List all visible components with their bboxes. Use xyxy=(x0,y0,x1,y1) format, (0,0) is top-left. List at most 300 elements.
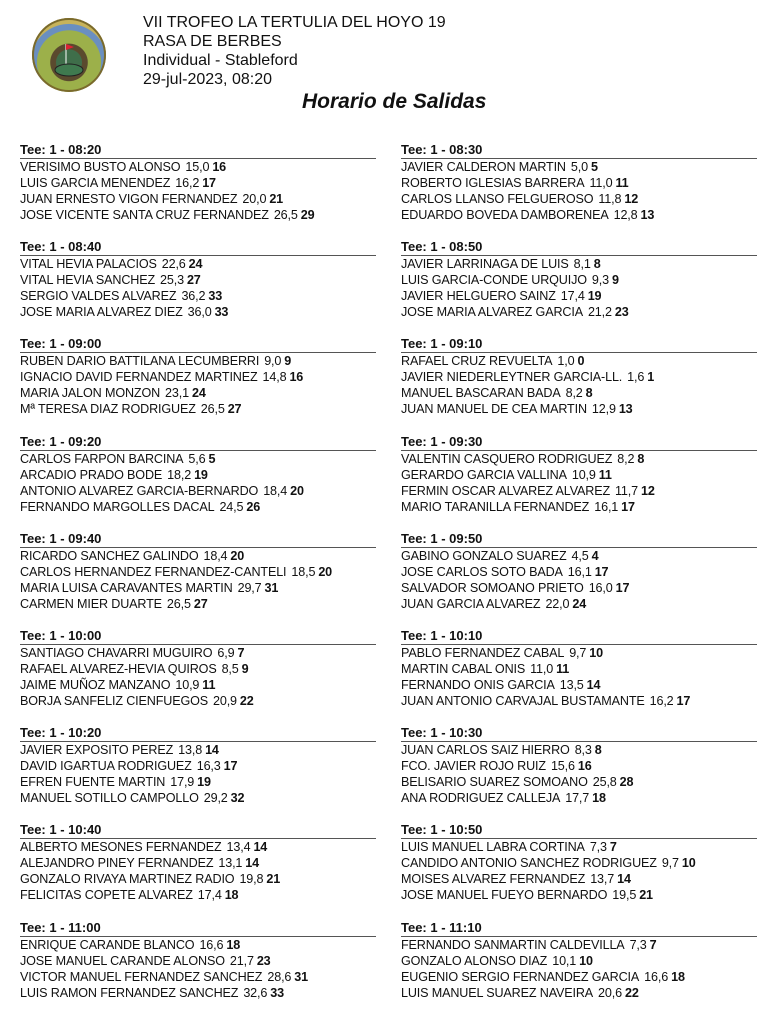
player-name: ROBERTO IGLESIAS BARRERA xyxy=(401,176,585,190)
playing-handicap: 8 xyxy=(637,451,645,466)
player-row xyxy=(20,288,376,304)
handicap-index: 10,9 xyxy=(175,677,200,692)
player-name: MARTIN CABAL ONIS xyxy=(401,661,526,676)
tee-group xyxy=(20,725,376,822)
playing-handicap: 5 xyxy=(208,451,216,466)
player-row xyxy=(20,758,376,774)
handicap-index: 9,7 xyxy=(569,645,587,660)
handicap-index: 20,0 xyxy=(242,192,267,206)
handicap-index: 13,5 xyxy=(559,677,584,692)
playing-handicap: 29 xyxy=(300,208,315,222)
player-name: MANUEL BASCARAN BADA xyxy=(401,386,561,401)
player-name: ENRIQUE CARANDE BLANCO xyxy=(20,937,195,952)
tee-group xyxy=(401,531,757,628)
player-name: JOSE MANUEL CARANDE ALONSO xyxy=(20,953,225,968)
handicap-index: 11,0 xyxy=(589,176,613,190)
playing-handicap: 0 xyxy=(577,354,585,369)
playing-handicap: 7 xyxy=(237,645,245,660)
handicap-index: 7,3 xyxy=(629,937,647,952)
player-row xyxy=(401,887,757,903)
playing-handicap: 16 xyxy=(289,370,304,385)
playing-handicap: 28 xyxy=(619,775,634,790)
playing-handicap: 33 xyxy=(214,305,229,320)
playing-handicap: 7 xyxy=(649,937,657,952)
tee-time-header: Tee: 1 - 09:20 xyxy=(20,434,376,451)
event-date: 29-jul-2023, 08:20 xyxy=(143,71,272,88)
tee-time-header: Tee: 1 - 10:40 xyxy=(20,822,376,839)
player-row xyxy=(20,855,376,871)
playing-handicap: 23 xyxy=(614,305,629,320)
player-row xyxy=(20,401,376,417)
handicap-index: 22,6 xyxy=(161,257,186,272)
player-name: CARMEN MIER DUARTE xyxy=(20,596,162,611)
tee-group xyxy=(20,336,376,433)
player-name: ALBERTO MESONES FERNANDEZ xyxy=(20,840,222,855)
player-row xyxy=(401,969,757,985)
playing-handicap: 24 xyxy=(572,596,587,611)
player-row xyxy=(401,385,757,401)
player-name: JUAN ERNESTO VIGON FERNANDEZ xyxy=(20,192,238,206)
handicap-index: 16,1 xyxy=(567,564,592,579)
player-row xyxy=(401,645,757,661)
handicap-index: 8,2 xyxy=(565,386,583,401)
player-name: ANTONIO ALVAREZ GARCIA-BERNARDO xyxy=(20,483,259,498)
playing-handicap: 7 xyxy=(609,840,617,855)
tee-time-header: Tee: 1 - 08:50 xyxy=(401,239,757,256)
playing-handicap: 10 xyxy=(579,953,593,968)
player-name: CARLOS LLANSO FELGUEROSO xyxy=(401,192,594,206)
handicap-index: 20,6 xyxy=(598,985,622,1000)
playing-handicap: 16 xyxy=(212,160,227,174)
handicap-index: 16,0 xyxy=(588,580,613,595)
player-name: LUIS GARCIA-CONDE URQUIJO xyxy=(401,273,587,288)
player-name: FELICITAS COPETE ALVAREZ xyxy=(20,888,193,903)
playing-handicap: 13 xyxy=(618,402,633,417)
player-row xyxy=(401,499,757,515)
handicap-index: 20,9 xyxy=(213,693,237,708)
player-row xyxy=(20,272,376,288)
handicap-index: 13,1 xyxy=(218,856,243,871)
playing-handicap: 11 xyxy=(202,677,216,692)
handicap-index: 15,0 xyxy=(185,160,210,174)
player-row xyxy=(401,401,757,417)
player-row xyxy=(401,548,757,564)
handicap-index: 8,1 xyxy=(573,257,591,272)
handicap-index: 17,9 xyxy=(170,775,195,790)
tee-time-header: Tee: 1 - 09:10 xyxy=(401,336,757,353)
playing-handicap: 22 xyxy=(624,985,639,1000)
tee-group xyxy=(20,531,376,628)
player-name: SALVADOR SOMOANO PRIETO xyxy=(401,580,584,595)
tee-time-header: Tee: 1 - 09:00 xyxy=(20,336,376,353)
handicap-index: 10,1 xyxy=(552,953,577,968)
player-row xyxy=(401,159,757,175)
playing-handicap: 18 xyxy=(224,888,239,903)
handicap-index: 9,3 xyxy=(591,273,609,288)
handicap-index: 26,5 xyxy=(273,208,298,222)
player-name: LUIS GARCIA MENENDEZ xyxy=(20,176,171,190)
tee-time-header: Tee: 1 - 08:30 xyxy=(401,142,757,159)
tee-group xyxy=(401,628,757,725)
player-row xyxy=(20,742,376,758)
handicap-index: 7,3 xyxy=(589,840,607,855)
event-name: VII TROFEO LA TERTULIA DEL HOYO 19 xyxy=(143,14,446,31)
playing-handicap: 20 xyxy=(230,548,245,563)
tee-time-header: Tee: 1 - 09:40 xyxy=(20,531,376,548)
tee-time-header: Tee: 1 - 08:40 xyxy=(20,239,376,256)
player-row xyxy=(20,969,376,985)
tee-group xyxy=(401,434,757,531)
player-name: Mª TERESA DIAZ RODRIGUEZ xyxy=(20,402,196,417)
tee-time-header: Tee: 1 - 10:50 xyxy=(401,822,757,839)
handicap-index: 14,8 xyxy=(262,370,287,385)
handicap-index: 13,4 xyxy=(226,840,251,855)
tee-group xyxy=(20,920,376,1017)
player-row xyxy=(401,580,757,596)
handicap-index: 12,8 xyxy=(613,208,638,222)
playing-handicap: 14 xyxy=(205,743,219,758)
player-row xyxy=(20,580,376,596)
golf-flag-icon xyxy=(32,18,106,92)
playing-handicap: 18 xyxy=(592,791,606,806)
player-row xyxy=(401,353,757,369)
playing-handicap: 16 xyxy=(577,759,592,774)
tee-time-header: Tee: 1 - 10:20 xyxy=(20,725,376,742)
player-name: LUIS MANUEL SUAREZ NAVEIRA xyxy=(401,985,594,1000)
player-name: JAVIER HELGUERO SAINZ xyxy=(401,289,556,304)
player-row xyxy=(401,272,757,288)
player-name: GONZALO ALONSO DIAZ xyxy=(401,953,548,968)
handicap-index: 5,6 xyxy=(188,451,206,466)
player-name: VALENTIN CASQUERO RODRIGUEZ xyxy=(401,451,613,466)
handicap-index: 18,2 xyxy=(167,467,192,482)
handicap-index: 19,8 xyxy=(239,872,264,887)
player-row xyxy=(20,790,376,806)
playing-handicap: 10 xyxy=(589,645,603,660)
handicap-index: 26,5 xyxy=(200,402,225,417)
player-row xyxy=(401,937,757,953)
player-name: GABINO GONZALO SUAREZ xyxy=(401,548,567,563)
playing-handicap: 17 xyxy=(615,580,630,595)
handicap-index: 11,7 xyxy=(615,483,638,498)
handicap-index: 13,7 xyxy=(590,872,615,887)
handicap-index: 25,3 xyxy=(160,273,184,288)
playing-handicap: 17 xyxy=(621,499,635,514)
course-name: RASA DE BERBES xyxy=(143,33,282,50)
tee-time-header: Tee: 1 - 09:50 xyxy=(401,531,757,548)
player-name: CANDIDO ANTONIO SANCHEZ RODRIGUEZ xyxy=(401,856,657,871)
player-name: VITAL HEVIA PALACIOS xyxy=(20,257,157,272)
player-name: EUGENIO SERGIO FERNANDEZ GARCIA xyxy=(401,969,640,984)
player-name: JOSE MARIA ALVAREZ GARCIA xyxy=(401,305,583,320)
handicap-index: 32,6 xyxy=(243,985,268,1000)
player-row xyxy=(401,871,757,887)
handicap-index: 36,2 xyxy=(181,289,206,304)
player-row xyxy=(20,175,376,191)
playing-handicap: 11 xyxy=(598,467,612,482)
player-row xyxy=(401,304,757,320)
player-name: SERGIO VALDES ALVAREZ xyxy=(20,289,177,304)
playing-handicap: 8 xyxy=(585,386,593,401)
handicap-index: 16,2 xyxy=(649,693,674,708)
playing-handicap: 4 xyxy=(591,548,599,563)
player-row xyxy=(401,855,757,871)
player-row xyxy=(20,483,376,499)
player-row xyxy=(20,937,376,953)
tee-time-header: Tee: 1 - 10:00 xyxy=(20,628,376,645)
tee-time-header: Tee: 1 - 10:10 xyxy=(401,628,757,645)
tee-group xyxy=(20,434,376,531)
handicap-index: 28,6 xyxy=(267,969,292,984)
player-name: JAIME MUÑOZ MANZANO xyxy=(20,677,171,692)
tee-group xyxy=(20,628,376,725)
playing-handicap: 19 xyxy=(197,775,211,790)
player-name: PABLO FERNANDEZ CABAL xyxy=(401,645,565,660)
player-name: VITAL HEVIA SANCHEZ xyxy=(20,273,156,288)
player-name: BORJA SANFELIZ CIENFUEGOS xyxy=(20,693,208,708)
player-row xyxy=(20,385,376,401)
playing-handicap: 19 xyxy=(587,289,602,304)
player-row xyxy=(20,887,376,903)
player-name: JUAN CARLOS SAIZ HIERRO xyxy=(401,743,570,758)
player-name: MARIA LUISA CARAVANTES MARTIN xyxy=(20,580,233,595)
handicap-index: 5,0 xyxy=(570,160,588,174)
player-name: JUAN ANTONIO CARVAJAL BUSTAMANTE xyxy=(401,693,645,708)
player-row xyxy=(20,564,376,580)
tee-group xyxy=(20,142,376,239)
player-row xyxy=(20,369,376,385)
tee-time-header: Tee: 1 - 11:10 xyxy=(401,920,757,937)
player-row xyxy=(401,661,757,677)
player-name: RUBEN DARIO BATTILANA LECUMBERRI xyxy=(20,354,260,369)
player-name: VERISIMO BUSTO ALONSO xyxy=(20,160,181,174)
handicap-index: 11,0 xyxy=(530,661,554,676)
player-row xyxy=(401,774,757,790)
playing-handicap: 11 xyxy=(615,176,629,190)
left-column xyxy=(20,142,376,1017)
tee-time-header: Tee: 1 - 11:00 xyxy=(20,920,376,937)
playing-handicap: 33 xyxy=(270,985,284,1000)
player-row xyxy=(401,693,757,709)
player-row xyxy=(20,256,376,272)
player-name: BELISARIO SUAREZ SOMOANO xyxy=(401,775,588,790)
playing-handicap: 14 xyxy=(586,677,601,692)
player-name: MOISES ALVAREZ FERNANDEZ xyxy=(401,872,586,887)
player-row xyxy=(20,774,376,790)
player-row xyxy=(20,839,376,855)
player-name: LUIS MANUEL LABRA CORTINA xyxy=(401,840,585,855)
playing-handicap: 8 xyxy=(594,743,602,758)
handicap-index: 21,2 xyxy=(587,305,612,320)
player-name: JAVIER CALDERON MARTIN xyxy=(401,160,566,174)
event-header xyxy=(143,13,446,89)
player-name: FERNANDO MARGOLLES DACAL xyxy=(20,499,215,514)
playing-handicap: 18 xyxy=(226,937,241,952)
player-row xyxy=(401,742,757,758)
player-row xyxy=(401,369,757,385)
handicap-index: 18,4 xyxy=(263,483,288,498)
playing-handicap: 17 xyxy=(223,759,238,774)
handicap-index: 23,1 xyxy=(165,386,189,401)
player-row xyxy=(401,790,757,806)
handicap-index: 29,2 xyxy=(203,791,228,806)
playing-handicap: 32 xyxy=(230,791,245,806)
player-name: RICARDO SANCHEZ GALINDO xyxy=(20,548,199,563)
player-row xyxy=(20,953,376,969)
player-row xyxy=(20,645,376,661)
player-name: JUAN GARCIA ALVAREZ xyxy=(401,596,541,611)
handicap-index: 18,5 xyxy=(291,564,316,579)
tee-group xyxy=(401,920,757,1017)
player-name: CARLOS FARPON BARCINA xyxy=(20,451,184,466)
player-row xyxy=(401,483,757,499)
player-name: RAFAEL ALVAREZ-HEVIA QUIROS xyxy=(20,661,217,676)
playing-handicap: 24 xyxy=(188,257,203,272)
handicap-index: 26,5 xyxy=(166,596,191,611)
handicap-index: 16,1 xyxy=(594,499,619,514)
player-row xyxy=(401,288,757,304)
player-name: FERNANDO SANMARTIN CALDEVILLA xyxy=(401,937,625,952)
playing-handicap: 12 xyxy=(624,192,639,206)
handicap-index: 1,6 xyxy=(627,370,645,385)
player-name: JUAN MANUEL DE CEA MARTIN xyxy=(401,402,587,417)
handicap-index: 9,7 xyxy=(661,856,679,871)
tee-time-header: Tee: 1 - 09:30 xyxy=(401,434,757,451)
playing-handicap: 1 xyxy=(647,370,655,385)
player-name: JAVIER NIEDERLEYTNER GARCIA-LL. xyxy=(401,370,623,385)
player-name: CARLOS HERNANDEZ FERNANDEZ-CANTELI xyxy=(20,564,287,579)
player-row xyxy=(20,985,376,1001)
player-name: ANA RODRIGUEZ CALLEJA xyxy=(401,791,561,806)
handicap-index: 13,8 xyxy=(178,743,203,758)
handicap-index: 16,6 xyxy=(644,969,669,984)
handicap-index: 15,6 xyxy=(550,759,575,774)
tee-time-header: Tee: 1 - 10:30 xyxy=(401,725,757,742)
playing-handicap: 8 xyxy=(593,257,601,272)
player-row xyxy=(401,596,757,612)
player-row xyxy=(20,596,376,612)
player-row xyxy=(401,564,757,580)
playing-handicap: 31 xyxy=(264,580,279,595)
playing-handicap: 21 xyxy=(266,872,281,887)
playing-handicap: 21 xyxy=(269,192,284,206)
handicap-index: 17,7 xyxy=(565,791,590,806)
handicap-index: 9,0 xyxy=(264,354,282,369)
playing-handicap: 19 xyxy=(194,467,208,482)
player-row xyxy=(20,467,376,483)
handicap-index: 21,7 xyxy=(229,953,254,968)
player-row xyxy=(401,175,757,191)
tee-group xyxy=(401,142,757,239)
player-row xyxy=(20,693,376,709)
right-column xyxy=(401,142,757,1017)
player-name: LUIS RAMON FERNANDEZ SANCHEZ xyxy=(20,985,239,1000)
handicap-index: 16,2 xyxy=(175,176,200,190)
player-row xyxy=(20,451,376,467)
player-name: DAVID IGARTUA RODRIGUEZ xyxy=(20,759,192,774)
handicap-index: 24,5 xyxy=(219,499,244,514)
handicap-index: 19,5 xyxy=(612,888,637,903)
playing-handicap: 11 xyxy=(556,661,570,676)
player-name: MARIO TARANILLA FERNANDEZ xyxy=(401,499,590,514)
player-name: SANTIAGO CHAVARRI MUGUIRO xyxy=(20,645,213,660)
handicap-index: 36,0 xyxy=(187,305,212,320)
playing-handicap: 21 xyxy=(639,888,653,903)
player-row xyxy=(20,191,376,207)
player-name: GONZALO RIVAYA MARTINEZ RADIO xyxy=(20,872,235,887)
playing-handicap: 33 xyxy=(208,289,223,304)
tee-group xyxy=(401,822,757,919)
playing-handicap: 13 xyxy=(640,208,655,222)
player-name: JOSE CARLOS SOTO BADA xyxy=(401,564,563,579)
player-row xyxy=(20,548,376,564)
handicap-index: 12,9 xyxy=(591,402,616,417)
handicap-index: 11,8 xyxy=(598,192,622,206)
competition-format: Individual - Stableford xyxy=(143,52,298,69)
player-name: JAVIER EXPOSITO PEREZ xyxy=(20,743,174,758)
handicap-index: 16,6 xyxy=(199,937,224,952)
player-row xyxy=(20,871,376,887)
player-row xyxy=(20,677,376,693)
playing-handicap: 14 xyxy=(253,840,268,855)
playing-handicap: 27 xyxy=(186,273,201,288)
handicap-index: 1,0 xyxy=(557,354,575,369)
tee-group xyxy=(20,239,376,336)
handicap-index: 4,5 xyxy=(571,548,589,563)
handicap-index: 29,7 xyxy=(237,580,262,595)
handicap-index: 22,0 xyxy=(545,596,570,611)
player-name: JOSE VICENTE SANTA CRUZ FERNANDEZ xyxy=(20,208,269,222)
club-logo xyxy=(32,18,106,92)
player-name: MANUEL SOTILLO CAMPOLLO xyxy=(20,791,199,806)
player-row xyxy=(401,207,757,223)
player-row xyxy=(401,953,757,969)
player-name: RAFAEL CRUZ REVUELTA xyxy=(401,354,553,369)
handicap-index: 8,5 xyxy=(221,661,239,676)
player-row xyxy=(401,467,757,483)
tee-group xyxy=(401,239,757,336)
player-row xyxy=(20,159,376,175)
player-name: JAVIER LARRINAGA DE LUIS xyxy=(401,257,569,272)
player-name: GERARDO GARCIA VALLINA xyxy=(401,467,567,482)
handicap-index: 16,3 xyxy=(196,759,221,774)
playing-handicap: 27 xyxy=(193,596,208,611)
playing-handicap: 24 xyxy=(191,386,206,401)
playing-handicap: 26 xyxy=(246,499,261,514)
player-name: MARIA JALON MONZON xyxy=(20,386,161,401)
page-title: Horario de Salidas xyxy=(302,90,487,113)
playing-handicap: 9 xyxy=(284,354,292,369)
handicap-index: 8,3 xyxy=(574,743,592,758)
player-name: ALEJANDRO PINEY FERNANDEZ xyxy=(20,856,214,871)
playing-handicap: 20 xyxy=(318,564,333,579)
playing-handicap: 20 xyxy=(290,483,304,498)
handicap-index: 18,4 xyxy=(203,548,228,563)
player-row xyxy=(401,758,757,774)
handicap-index: 10,9 xyxy=(571,467,596,482)
tee-group xyxy=(401,336,757,433)
playing-handicap: 14 xyxy=(617,872,631,887)
tee-time-header: Tee: 1 - 08:20 xyxy=(20,142,376,159)
player-name: IGNACIO DAVID FERNANDEZ MARTINEZ xyxy=(20,370,258,385)
playing-handicap: 9 xyxy=(241,661,249,676)
handicap-index: 25,8 xyxy=(592,775,617,790)
player-name: FERMIN OSCAR ALVAREZ ALVAREZ xyxy=(401,483,611,498)
playing-handicap: 27 xyxy=(227,402,242,417)
handicap-index: 8,2 xyxy=(617,451,635,466)
playing-handicap: 18 xyxy=(671,969,685,984)
handicap-index: 17,4 xyxy=(197,888,222,903)
